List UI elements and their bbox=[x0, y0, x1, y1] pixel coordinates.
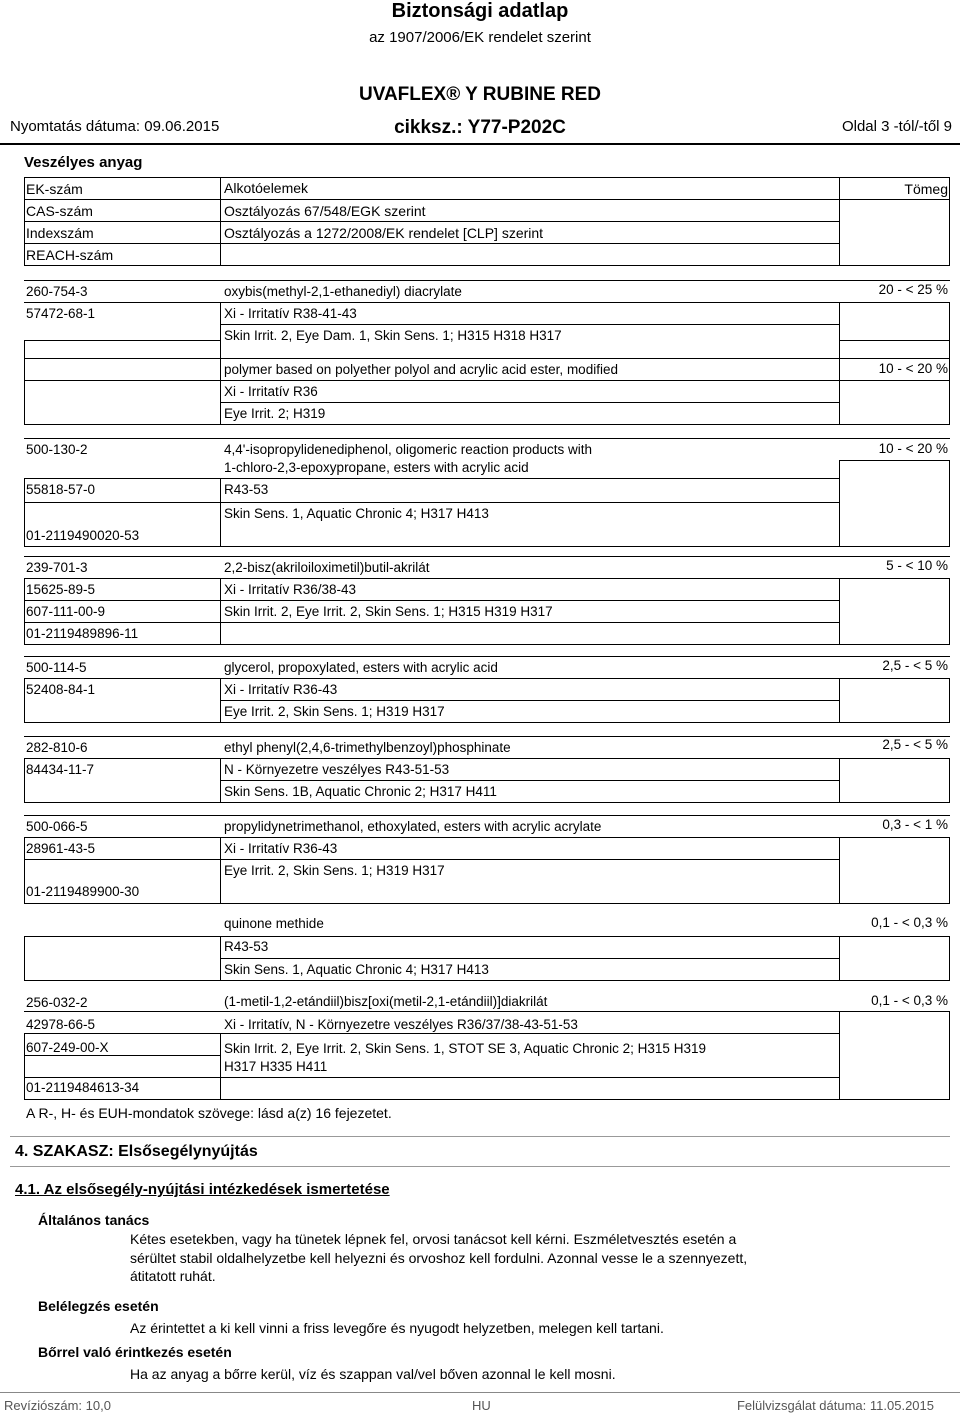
ek-number: 500-114-5 bbox=[26, 660, 87, 675]
cas-number: 28961-43-5 bbox=[26, 841, 96, 856]
footer-rule bbox=[0, 1392, 960, 1393]
review-date: Felülvizsgálat dátuma: 11.05.2015 bbox=[736, 1398, 934, 1413]
component-name: (1-metil-1,2-etándiil)bisz[oxi(metil-2,1-etándiil)]diakrilát bbox=[224, 994, 548, 1009]
reach-number: 01-2119484613-34 bbox=[26, 1080, 140, 1095]
print-date: Nyomtatás dátuma: 09.06.2015 bbox=[10, 118, 220, 135]
clp-classification: Skin Irrit. 2, Eye Irrit. 2, Skin Sens. 1, STOT SE 3, Aquatic Chronic 2; H315 H319 bbox=[224, 1041, 706, 1056]
mass-range: 10 - < 20 % bbox=[878, 361, 948, 376]
header-mass: Tömeg bbox=[904, 181, 948, 197]
ek-number: 500-130-2 bbox=[26, 442, 88, 457]
cas-number: 57472-68-1 bbox=[26, 306, 96, 321]
component-name: oxybis(methyl-2,1-ethanediyl) diacrylate bbox=[224, 284, 462, 299]
ek-number: 282-810-6 bbox=[26, 740, 88, 755]
product-name: UVAFLEX® Y RUBINE RED bbox=[358, 84, 602, 105]
ek-number: 256-032-2 bbox=[26, 995, 88, 1010]
header-class-67548: Osztályozás 67/548/EGK szerint bbox=[224, 203, 426, 219]
dsd-classification: R43-53 bbox=[224, 482, 269, 497]
general-advice-line: Kétes esetekben, vagy ha tünetek lépnek fel, orvosi tanácsot kell kérni. Eszméletvesztés esetén a bbox=[130, 1231, 737, 1247]
skin-contact-text: Ha az anyag a bőrre kerül, víz és szappan val/vel bőven azonnal le kell mosni. bbox=[130, 1366, 616, 1382]
header-reach: REACH-szám bbox=[26, 247, 114, 263]
dsd-classification: N - Környezetre veszélyes R43-51-53 bbox=[224, 762, 450, 777]
component-name: glycerol, propoxylated, esters with acrylic acid bbox=[224, 660, 498, 675]
clp-classification: Skin Sens. 1, Aquatic Chronic 4; H317 H413 bbox=[224, 506, 489, 521]
reach-number: 01-2119489900-30 bbox=[26, 884, 140, 899]
mass-range: 0,1 - < 0,3 % bbox=[871, 915, 948, 930]
component-name: 4,4'-isopropylidenediphenol, oligomeric reaction products with bbox=[224, 442, 593, 457]
index-number: 607-249-00-X bbox=[26, 1040, 109, 1055]
component-name: polymer based on polyether polyol and acrylic acid ester, modified bbox=[224, 362, 618, 377]
language-code: HU bbox=[472, 1398, 491, 1413]
cas-number: 55818-57-0 bbox=[26, 482, 96, 497]
subsection-4-1-title: 4.1. Az elsősegély-nyújtási intézkedések ismertetése bbox=[15, 1181, 390, 1198]
reference-note: A R-, H- és EUH-mondatok szövege: lásd a(z) 16 fejezetet. bbox=[26, 1105, 392, 1121]
item-code: cikksz.: Y77-P202C bbox=[394, 117, 566, 138]
mass-range: 2,5 - < 5 % bbox=[882, 658, 948, 673]
dsd-classification: R43-53 bbox=[224, 939, 269, 954]
mass-range: 0,1 - < 0,3 % bbox=[871, 993, 948, 1008]
general-advice-line: sérültet stabil oldalhelyzetbe kell helyezni és orvoshoz kell fordulni. Azonnal vesse le a szennyezett, bbox=[130, 1249, 748, 1266]
inhalation-heading: Belélegzés esetén bbox=[38, 1298, 159, 1314]
header-class-1272: Osztályozás a 1272/2008/EK rendelet [CLP] szerint bbox=[224, 225, 544, 241]
cas-number: 84434-11-7 bbox=[26, 762, 95, 777]
cas-number: 42978-66-5 bbox=[26, 1017, 96, 1032]
clp-classification-cont: H317 H335 H411 bbox=[224, 1059, 328, 1074]
reach-number: 01-2119490020-53 bbox=[26, 528, 140, 543]
mass-range: 0,3 - < 1 % bbox=[882, 817, 948, 832]
mass-range: 2,5 - < 5 % bbox=[882, 737, 948, 752]
clp-classification: Skin Sens. 1B, Aquatic Chronic 2; H317 H411 bbox=[224, 784, 497, 799]
page-number: Oldal 3 -tól/-től 9 bbox=[841, 118, 952, 135]
ek-number: 500-066-5 bbox=[26, 819, 88, 834]
component-name: ethyl phenyl(2,4,6-trimethylbenzoyl)phosphinate bbox=[224, 740, 511, 755]
section-divider bbox=[10, 1166, 950, 1167]
dsd-classification: Xi - Irritatív R36/38-43 bbox=[224, 582, 357, 597]
clp-classification: Eye Irrit. 2; H319 bbox=[224, 406, 326, 421]
dsd-classification: Xi - Irritatív R36 bbox=[224, 384, 318, 399]
index-number: 607-111-00-9 bbox=[26, 604, 106, 619]
cas-number: 52408-84-1 bbox=[26, 682, 96, 697]
inhalation-text: Az érintettet a ki kell vinni a friss levegőre és nyugodt helyzetben, melegen kell tartani. bbox=[130, 1320, 664, 1336]
revision-number: Revíziószám: 10,0 bbox=[4, 1398, 111, 1413]
component-name: quinone methide bbox=[224, 916, 324, 931]
header-cas: CAS-szám bbox=[26, 203, 93, 219]
general-advice-heading: Általános tanács bbox=[38, 1212, 150, 1228]
component-name: propylidynetrimethanol, ethoxylated, esters with acrylic acrylate bbox=[224, 819, 602, 834]
clp-classification: Skin Irrit. 2, Eye Dam. 1, Skin Sens. 1; H315 H318 H317 bbox=[224, 328, 562, 343]
header-ek: EK-szám bbox=[26, 181, 83, 197]
header-rule bbox=[0, 143, 960, 145]
section-title: Veszélyes anyag bbox=[24, 154, 143, 171]
skin-contact-heading: Bőrrel való érintkezés esetén bbox=[38, 1344, 232, 1360]
dsd-classification: Xi - Irritatív R36-43 bbox=[224, 682, 338, 697]
clp-classification: Eye Irrit. 2, Skin Sens. 1; H319 H317 bbox=[224, 863, 445, 878]
mass-range: 20 - < 25 % bbox=[878, 282, 948, 297]
general-advice-line: átitatott ruhát. bbox=[130, 1268, 216, 1284]
section-4-title: 4. SZAKASZ: Elsősegélynyújtás bbox=[15, 1143, 258, 1160]
ek-number: 260-754-3 bbox=[26, 284, 88, 299]
reach-number: 01-2119489896-11 bbox=[26, 626, 139, 641]
component-name: 2,2-bisz(akriloiloximetil)butil-akrilát bbox=[224, 560, 430, 575]
ek-number: 239-701-3 bbox=[26, 560, 88, 575]
dsd-classification: Xi - Irritatív R36-43 bbox=[224, 841, 338, 856]
header-components: Alkotóelemek bbox=[224, 180, 309, 196]
general-advice-text bbox=[130, 1230, 850, 1286]
clp-classification: Eye Irrit. 2, Skin Sens. 1; H319 H317 bbox=[224, 704, 445, 719]
component-name-cont: 1-chloro-2,3-epoxypropane, esters with acrylic acid bbox=[224, 460, 529, 475]
cas-number: 15625-89-5 bbox=[26, 582, 96, 597]
dsd-classification: Xi - Irritatív, N - Környezetre veszélyes R36/37/38-43-51-53 bbox=[224, 1017, 578, 1032]
clp-classification: Skin Sens. 1, Aquatic Chronic 4; H317 H413 bbox=[224, 962, 489, 977]
section-divider bbox=[10, 1136, 950, 1137]
document-title: Biztonsági adatlap bbox=[391, 0, 569, 22]
regulation-subtitle: az 1907/2006/EK rendelet szerint bbox=[369, 29, 591, 46]
mass-range: 5 - < 10 % bbox=[886, 558, 948, 573]
header-index: Indexszám bbox=[26, 225, 94, 241]
mass-range: 10 - < 20 % bbox=[878, 441, 948, 456]
clp-classification: Skin Irrit. 2, Eye Irrit. 2, Skin Sens. 1; H315 H319 H317 bbox=[224, 604, 553, 619]
dsd-classification: Xi - Irritatív R38-41-43 bbox=[224, 306, 357, 321]
